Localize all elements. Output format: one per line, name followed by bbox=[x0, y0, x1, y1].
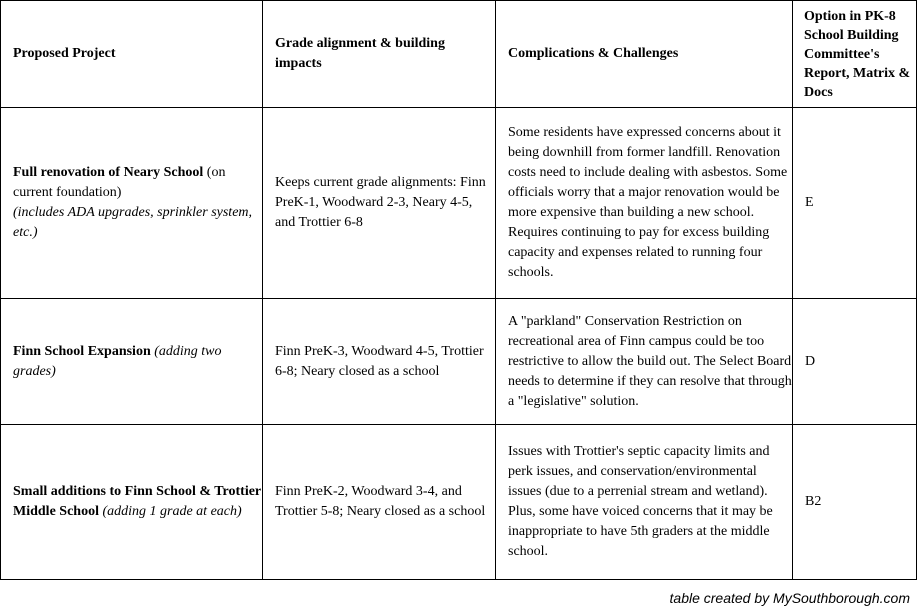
grade-cell: Keeps current grade alignments: Finn PreK-1, Woodward 2-3, Neary 4-5, and Trottier 6-8 bbox=[263, 108, 496, 299]
table-row bbox=[1, 299, 917, 425]
table-row bbox=[1, 425, 917, 580]
header-grade-alignment: Grade alignment & building impacts bbox=[263, 1, 496, 108]
project-cell bbox=[1, 425, 263, 580]
project-name: Finn School Expansion bbox=[13, 343, 151, 359]
project-cell bbox=[1, 108, 263, 299]
complications-cell: A "parkland" Conservation Restriction on recreational area of Finn campus could be too restrictive to allow the build out. The Select Board needs to determine if they can resolve that through a "legislative" solution. bbox=[496, 299, 793, 425]
project-name: Small additions to Finn School & Trottier Middle School bbox=[13, 484, 261, 519]
project-detail: (adding 1 grade at each) bbox=[102, 504, 242, 519]
option-cell: D bbox=[793, 299, 917, 425]
header-proposed-project: Proposed Project bbox=[1, 1, 263, 108]
option-cell: B2 bbox=[793, 425, 917, 580]
complications-cell: Issues with Trottier's septic capacity limits and perk issues, and conservation/environmental issues (due to a perrenial stream and wetland). Plus, some have voiced concerns that it may be inappropriate to have 5th graders at the middle school. bbox=[496, 425, 793, 580]
project-detail: (adding two grades) bbox=[13, 343, 222, 379]
project-detail: (includes ADA upgrades, sprinkler system, etc.) bbox=[13, 205, 253, 240]
option-cell: E bbox=[793, 108, 917, 299]
header-option: Option in PK-8 School Building Committee's Report, Matrix & Docs bbox=[793, 1, 917, 108]
project-cell bbox=[1, 299, 263, 425]
project-note: (on current foundation) bbox=[13, 165, 226, 200]
complications-cell: Some residents have expressed concerns about it being downhill from former landfill. Renovation costs need to include dealing with asbestos. Some officials worry that a major renovation would be more expensive than building a new school. Requires continuing to pay for excess building capacity and expenses related to running four schools. bbox=[496, 108, 793, 299]
project-name: Full renovation of Neary School bbox=[13, 165, 204, 180]
header-complications: Complications & Challenges bbox=[496, 1, 793, 108]
table-credit: table created by MySouthborough.com bbox=[669, 590, 910, 606]
header-row bbox=[1, 1, 917, 108]
grade-cell: Finn PreK-2, Woodward 3-4, and Trottier 5-8; Neary closed as a school bbox=[263, 425, 496, 580]
grade-cell: Finn PreK-3, Woodward 4-5, Trottier 6-8; Neary closed as a school bbox=[263, 299, 496, 425]
table-row bbox=[1, 108, 917, 299]
